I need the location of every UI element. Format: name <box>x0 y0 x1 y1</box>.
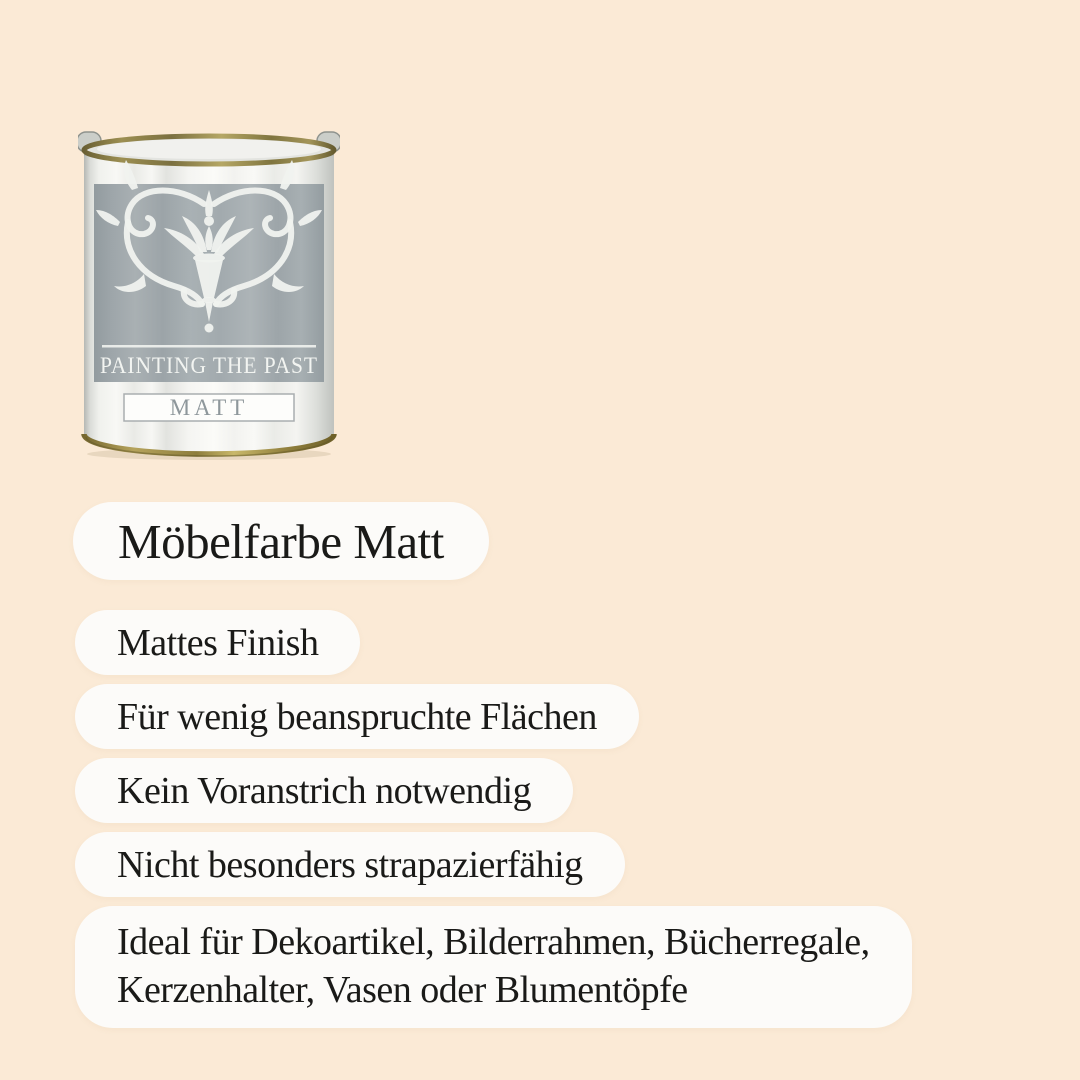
feature-pill <box>75 906 912 1028</box>
product-title-pill <box>73 502 489 580</box>
feature-text: Für wenig beanspruchte Flächen <box>117 695 597 738</box>
feature-text-line: Kerzenhalter, Vasen oder Blumentöpfe <box>117 968 688 1011</box>
feature-text: Mattes Finish <box>117 621 319 664</box>
feature-pill <box>75 684 639 749</box>
feature-text: Kein Voranstrich notwendig <box>117 769 532 812</box>
feature-list <box>75 610 912 1028</box>
feature-pill <box>75 758 573 823</box>
paint-can-svg <box>78 126 340 462</box>
brand-name: PAINTING THE PAST <box>100 353 318 379</box>
feature-text: Nicht besonders strapazierfähig <box>117 843 583 886</box>
paint-can-image <box>78 126 340 462</box>
feature-pill <box>75 832 625 897</box>
product-title: Möbelfarbe Matt <box>118 513 444 569</box>
feature-text-line: Ideal für Dekoartikel, Bilderrahmen, Bücherregale, <box>117 921 870 963</box>
can-finish-label: MATT <box>169 395 249 420</box>
feature-pill <box>75 610 360 675</box>
